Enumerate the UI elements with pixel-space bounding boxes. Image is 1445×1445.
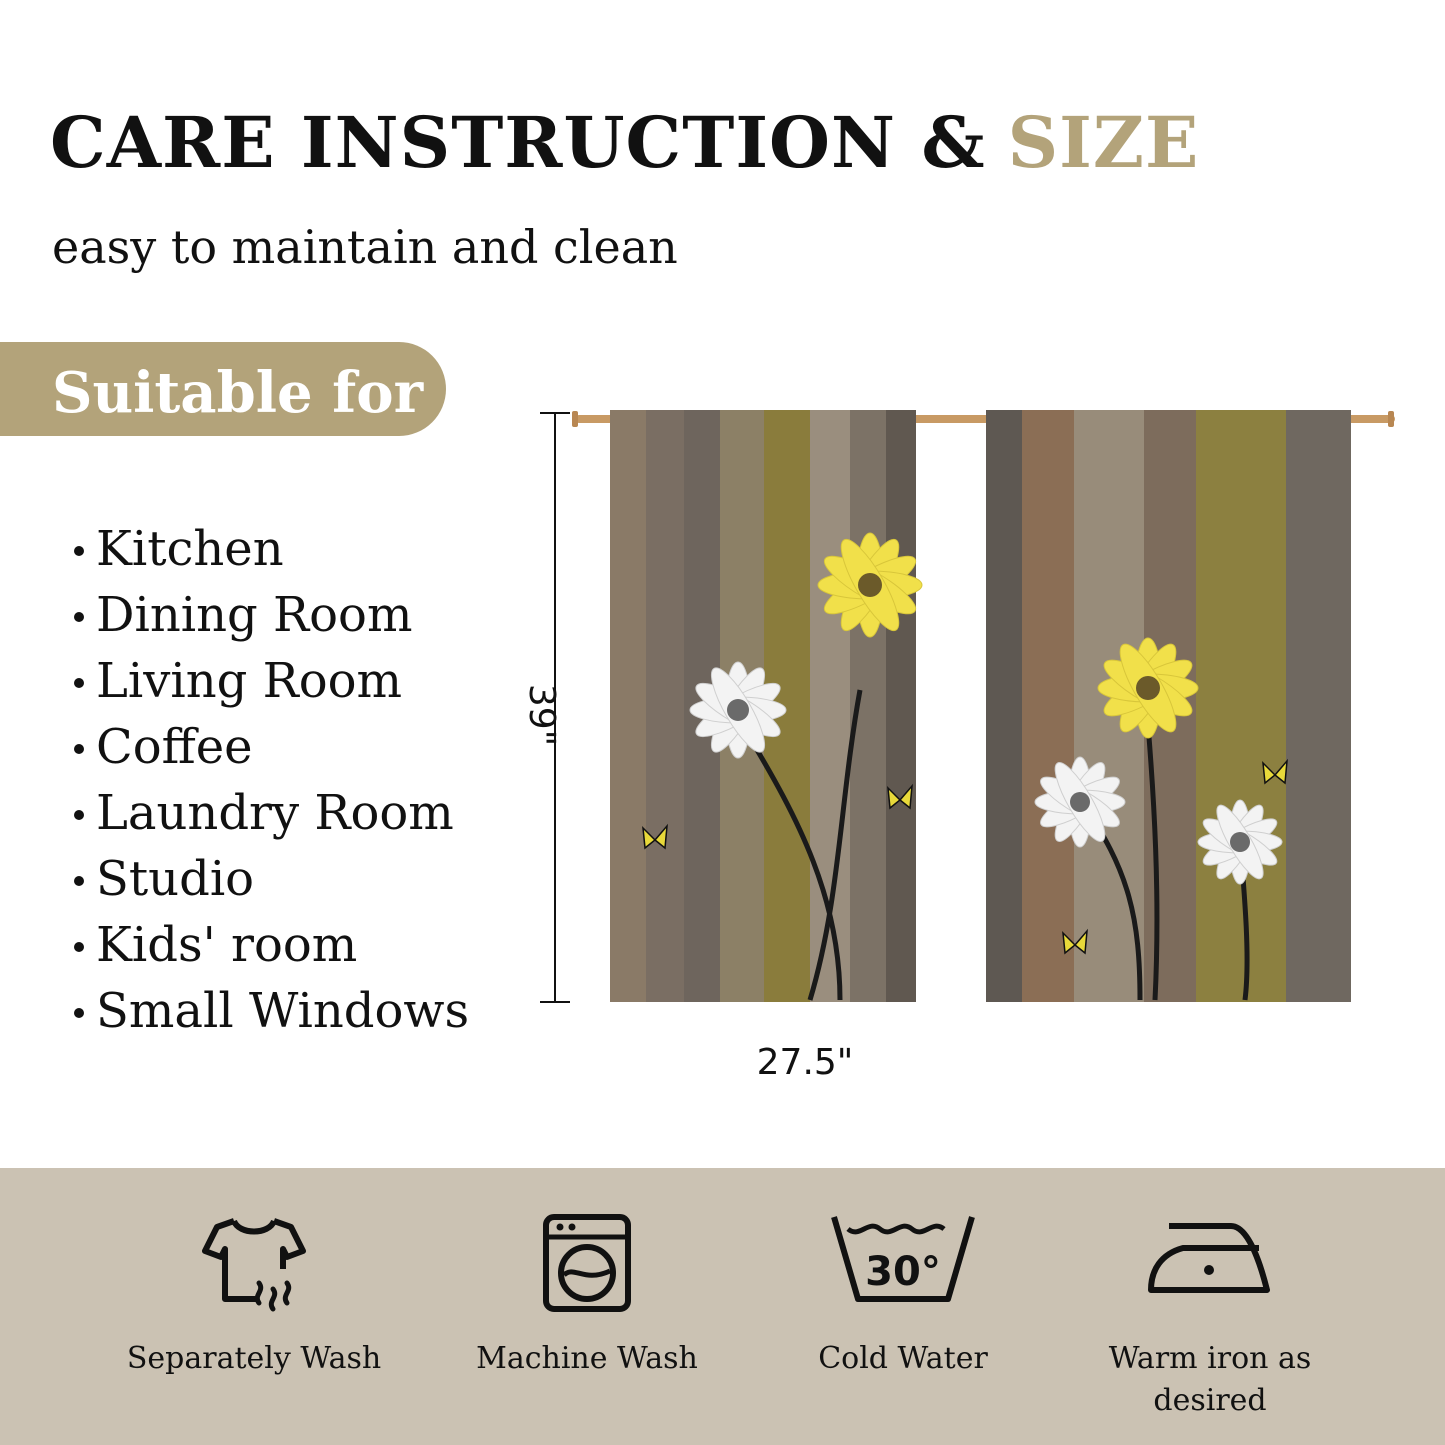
care-item-cold-water	[753, 1168, 1053, 1445]
list-item: Small Windows	[74, 978, 469, 1044]
list-item: Kitchen	[74, 516, 469, 582]
care-item-iron	[1060, 1168, 1360, 1445]
list-item: Dining Room	[74, 582, 469, 648]
right-curtain-panel	[986, 410, 1351, 1002]
bullet-icon	[74, 678, 84, 688]
list-item: Kids' room	[74, 912, 469, 978]
care-item-separate-wash	[104, 1168, 404, 1445]
bullet-icon	[74, 1008, 84, 1018]
left-curtain-panel	[610, 410, 922, 1002]
title-main: CARE INSTRUCTION &	[50, 101, 986, 184]
list-item: Living Room	[74, 648, 469, 714]
wash-30-icon	[830, 1213, 976, 1305]
list-item: Studio	[74, 846, 469, 912]
bullet-icon	[74, 942, 84, 952]
curtain-illustration	[540, 400, 1410, 1020]
care-item-machine-wash	[437, 1168, 737, 1445]
room-list	[74, 516, 469, 1044]
suitable-for-label: Suitable for	[52, 360, 424, 426]
bullet-icon	[74, 546, 84, 556]
iron-icon	[1147, 1218, 1273, 1298]
page-title	[50, 101, 1200, 184]
bullet-icon	[74, 876, 84, 886]
suitable-for-badge	[0, 342, 446, 436]
tshirt-wash-icon	[199, 1213, 309, 1313]
height-label: 39"	[521, 683, 562, 747]
care-instructions-band	[0, 1168, 1445, 1445]
title-accent: SIZE	[1007, 101, 1200, 184]
care-label: Separately Wash	[126, 1341, 382, 1376]
care-label: Cold Water	[818, 1341, 988, 1376]
care-label: Machine Wash	[476, 1341, 698, 1376]
temperature-text: 30°	[865, 1249, 941, 1295]
page-subtitle: easy to maintain and clean	[52, 220, 678, 274]
list-item: Laundry Room	[74, 780, 469, 846]
bullet-icon	[74, 810, 84, 820]
bullet-icon	[74, 612, 84, 622]
list-item: Coffee	[74, 714, 469, 780]
washing-machine-icon	[542, 1213, 632, 1313]
width-label: 27.5"	[756, 1042, 854, 1083]
bullet-icon	[74, 744, 84, 754]
care-label: Warm iron as desired	[1108, 1341, 1312, 1418]
